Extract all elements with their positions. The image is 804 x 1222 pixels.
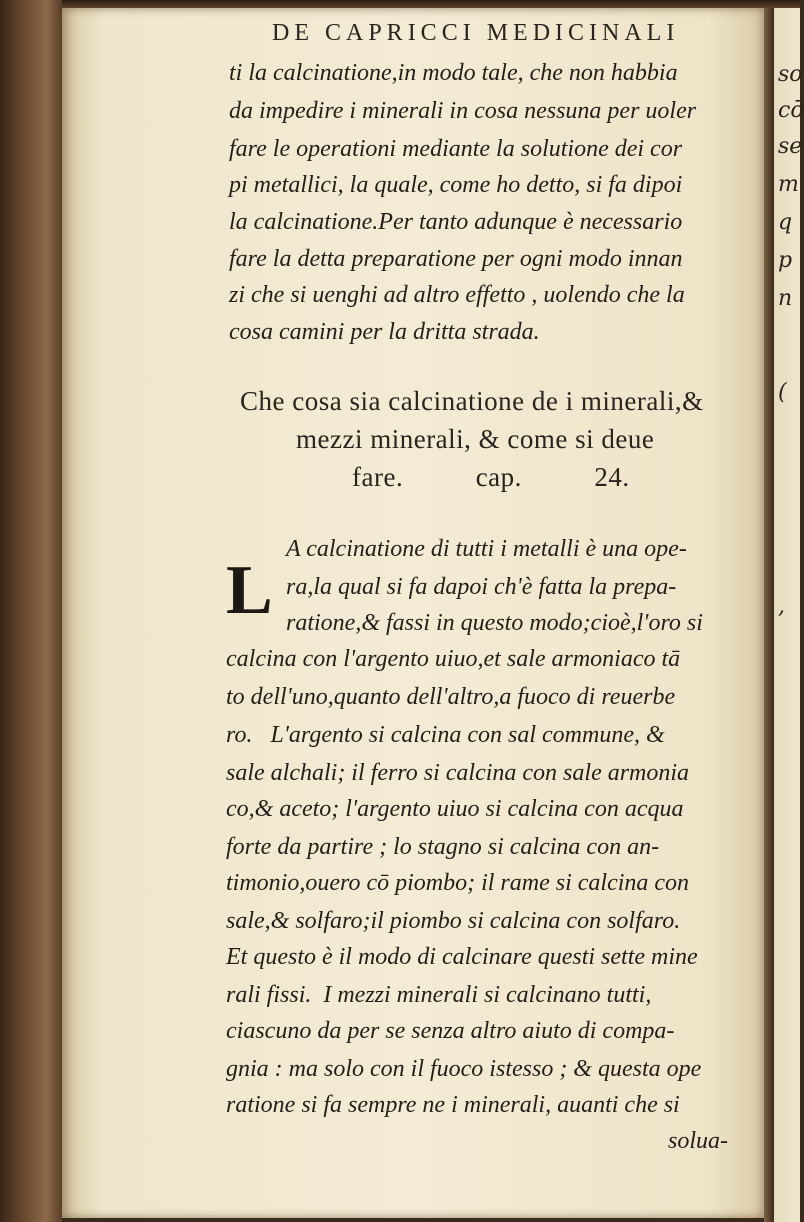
next-page-fragment: cō xyxy=(778,98,804,123)
text-line: co,& aceto; l'argento uiuo si calcina con acqua xyxy=(226,796,684,822)
book-binding-left xyxy=(0,0,62,1222)
text-line: forte da partire ; lo stagno si calcina con an- xyxy=(226,834,660,860)
text-line: rali fissi. I mezzi minerali si calcinano tutti, xyxy=(226,982,652,1008)
next-page-fragment: , xyxy=(778,594,785,619)
drop-cap: L xyxy=(226,552,273,629)
text-line: A calcinatione di tutti i metalli è una ope- xyxy=(286,536,687,562)
text-line: pi metallici, la quale, come ho detto, si fa dipoi xyxy=(229,172,683,198)
next-page-fragment: so xyxy=(778,62,803,87)
text-line: sale alchali; il ferro si calcina con sale armonia xyxy=(226,760,690,786)
text-line: sale,& solfaro;il piombo si calcina con solfaro. xyxy=(226,908,681,934)
text-line: fare la detta preparatione per ogni modo innan xyxy=(229,246,683,272)
text-line: timonio,ouero cō piombo; il rame si calcina con xyxy=(226,870,690,896)
text-line: to dell'uno,quanto dell'altro,a fuoco di reuerbe xyxy=(226,684,676,710)
text-line: cosa camini per la dritta strada. xyxy=(229,319,540,345)
next-page-fragment: n xyxy=(778,286,793,311)
text-line: Et questo è il modo di calcinare questi sette mine xyxy=(226,944,698,970)
text-line: ti la calcinatione,in modo tale, che non habbia xyxy=(229,60,678,86)
next-page-edge xyxy=(774,8,804,1222)
chapter-title-line: Che cosa sia calcinatione de i minerali,& xyxy=(240,386,704,416)
next-page-fragment: q xyxy=(778,210,793,235)
text-line: ciascuno da per se senza altro aiuto di compa- xyxy=(226,1018,675,1044)
catchword: solua- xyxy=(668,1128,728,1154)
chapter-title-line: fare. cap. 24. xyxy=(352,462,630,492)
text-line: la calcinatione.Per tanto adunque è necessario xyxy=(229,209,683,235)
text-line: ro. L'argento si calcina con sal commune, & xyxy=(226,722,665,748)
chapter-title-line: mezzi minerali, & come si deue xyxy=(296,424,655,454)
text-line: ra,la qual si fa dapoi ch'è fatta la prepa- xyxy=(286,574,677,600)
text-line: da impedire i minerali in cosa nessuna per uoler xyxy=(229,98,697,124)
page-gutter xyxy=(764,8,774,1222)
next-page-fragment: m xyxy=(778,172,799,197)
text-line: gnia : ma solo con il fuoco istesso ; & questa ope xyxy=(226,1056,702,1082)
text-line: fare le operationi mediante la solutione dei cor xyxy=(229,136,683,162)
next-page-fragment: p xyxy=(778,248,793,273)
text-line: zi che si uenghi ad altro effetto , uolendo che la xyxy=(229,282,685,308)
next-page-fragment: ( xyxy=(778,380,787,405)
text-line: ratione si fa sempre ne i minerali, auanti che si xyxy=(226,1092,680,1118)
text-line: ratione,& fassi in questo modo;cioè,l'oro si xyxy=(286,610,703,636)
text-line: calcina con l'argento uiuo,et sale armoniaco tā xyxy=(226,646,681,672)
next-page-fragment: se xyxy=(778,134,803,159)
running-header: DE CAPRICCI MEDICINALI xyxy=(272,20,680,46)
